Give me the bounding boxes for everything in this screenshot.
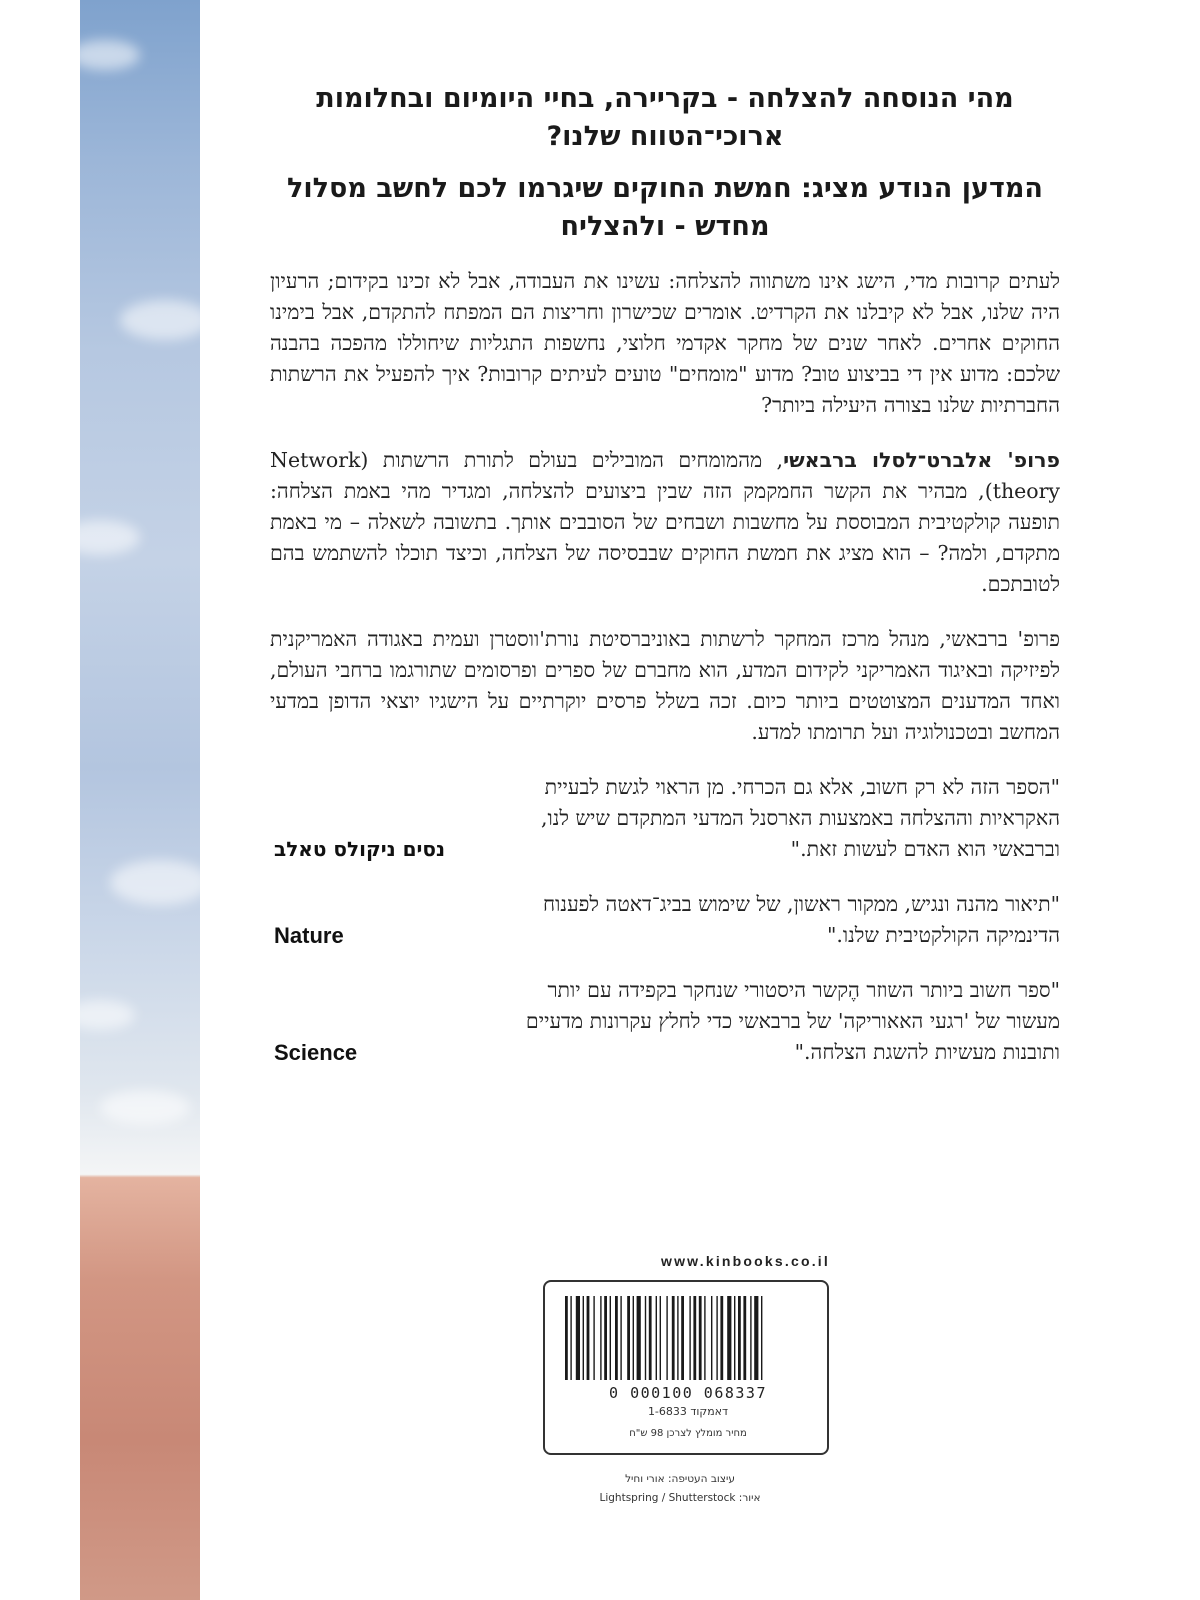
- barcode-bar: [593, 1296, 594, 1380]
- barcode-bar: [660, 1296, 661, 1380]
- barcode-bar: [645, 1296, 646, 1380]
- quote-line: האקראיות וההצלחה באמצעות הארסנל המדעי המתקדם שיש לנו,: [540, 806, 1060, 830]
- barcode-bar: [704, 1296, 705, 1380]
- barcode-icon: [559, 1296, 817, 1384]
- barcode-bar: [604, 1296, 607, 1380]
- quote-line: ותובנות מעשיות להשגת הצלחה.": [794, 1040, 1060, 1064]
- barcode-bar: [637, 1296, 641, 1380]
- barcode-bar: [681, 1296, 684, 1380]
- barcode-bar: [750, 1296, 751, 1380]
- cloud-shape: [80, 520, 140, 555]
- network-theory-term: Network theory: [270, 448, 1060, 503]
- author-intro-text-cont: ), מבהיר את הקשר החמקמק הזה שבין ביצועים להצלחה, ומגדיר מהי באמת הצלחה: תופעה קולקטיבית המבוססת על מחשבות ושבחים של הסובבים אותך. בתשובה לשאלה – מי באמת מתקדם, ולמה? – הוא מציג את חמשת החוקים שבבסיסה של הצלחה, וכיצד תוכלו להשתמש בהם לטובתכם.: [270, 479, 1060, 596]
- barcode-bar: [587, 1296, 590, 1380]
- quote-source: נסים ניקולס טאלב: [274, 837, 446, 861]
- catalog-number: דאמקוד 1-6833: [647, 1405, 729, 1418]
- barcode-bar: [666, 1296, 667, 1380]
- barcode-bar: [754, 1296, 758, 1380]
- quote-nature: [270, 889, 1060, 951]
- barcode-bar: [627, 1296, 630, 1380]
- barcode-number: 0 000100 068337: [609, 1384, 767, 1402]
- quote-science: [270, 975, 1060, 1068]
- author-intro-text: , מהמומחים המובילים בעולם לתורת הרשתות (: [360, 448, 784, 472]
- barcode-bar: [600, 1296, 601, 1380]
- blurb-section: [270, 266, 1060, 748]
- quote-line: הדינמיקה הקולקטיבית שלנו.": [826, 923, 1060, 947]
- barcode-bar: [720, 1296, 723, 1380]
- barcode-bar: [576, 1296, 580, 1380]
- barcode-bar: [699, 1296, 702, 1380]
- barcode-bar: [693, 1296, 696, 1380]
- author-name: פרופ' אלברט־לסלו ברבאשי: [783, 448, 1061, 472]
- barcode-bar: [711, 1296, 712, 1380]
- barcode-bar: [656, 1296, 657, 1380]
- barcode-bar: [565, 1296, 568, 1380]
- barcode-bar: [615, 1296, 618, 1380]
- barcode-bar: [583, 1296, 584, 1380]
- quote-line: "ספר חשוב ביותר השוזר הֶקשר היסטורי שנחקר בקפידה עם יותר: [547, 978, 1060, 1002]
- barcode-box: [543, 1280, 829, 1455]
- cover-side-image: [80, 0, 200, 1600]
- recommended-price: מחיר מומלץ לצרכן 98 ש"ח: [629, 1428, 747, 1439]
- barcode-bar: [727, 1296, 731, 1380]
- cloud-shape: [80, 1000, 135, 1030]
- cloud-shape: [80, 40, 140, 70]
- barcode-bar: [620, 1296, 621, 1380]
- quote-source: Science: [274, 1040, 358, 1065]
- barcode-bar: [734, 1296, 735, 1380]
- back-cover-text: [270, 80, 1060, 1068]
- quote-source: Nature: [274, 923, 344, 948]
- cloud-shape: [110, 860, 200, 905]
- barcode-bar: [649, 1296, 652, 1380]
- barcode-bar: [761, 1296, 762, 1380]
- illustration-credit: איור: Lightspring / Shutterstock: [599, 1492, 761, 1504]
- barcode-bar: [672, 1296, 675, 1380]
- author-bio-paragraph: פרופ' ברבאשי, מנהל מרכז המחקר לרשתות באוניברסיטת נורת'ווסטרן ועמית באגודה האמריקנית לפיזיקה ובאיגוד האמריקני לקידום המדע, הוא מחברם של ספרים ופרסומים שתורגמו ברחבי העולם, ואחד המדענים המצוטטים ביותר כיום. זכה בשלל פרסים יוקרתיים על הישגיו יוצאי הדופן במדעי המחשב ובטכנולוגיה ועל תרומתו למדע.: [270, 627, 1060, 744]
- quote-line: וברבאשי הוא האדם לעשות זאת.": [790, 837, 1060, 861]
- barcode-bar: [633, 1296, 634, 1380]
- barcode-bar: [570, 1296, 571, 1380]
- barcode-bar: [716, 1296, 717, 1380]
- barcode-bar: [610, 1296, 611, 1380]
- quote-taleb: [270, 772, 1060, 865]
- quote-line: "תיאור מהנה ונגיש, ממקור ראשון, של שימוש בביג־דאטה לפענוח: [543, 892, 1060, 916]
- author-intro-paragraph: [270, 445, 1060, 600]
- publisher-website[interactable]: www.kinbooks.co.il: [661, 1253, 830, 1269]
- barcode-bar: [738, 1296, 741, 1380]
- barcode-bar: [677, 1296, 678, 1380]
- barcode-bar: [743, 1296, 746, 1380]
- headline-question: מהי הנוסחה להצלחה - בקריירה, בחיי היומיום ובחלומות ארוכי־הטווח שלנו?: [316, 83, 1014, 152]
- quote-line: מעשור של 'רגעי האאוריקה' של ברבאשי כדי לחלץ עקרונות מדעיים: [525, 1009, 1060, 1033]
- headline-subtitle: המדען הנודע מציג: חמשת החוקים שיגרמו לכם לחשב מסלול מחדש - ולהצליח: [287, 173, 1043, 242]
- barcode-bar: [689, 1296, 690, 1380]
- cloud-shape: [120, 300, 200, 340]
- cover-design-credit: עיצוב העטיפה: אורי וחיל: [625, 1473, 735, 1485]
- quote-line: "הספר הזה לא רק חשוב, אלא גם הכרחי. מן הראוי לגשת לבעיית: [544, 775, 1060, 799]
- blurb-paragraph: לעתים קרובות מדי, הישג אינו משתווה להצלחה: עשינו את העבודה, אבל לא זכינו בקידום; הרעיון היה שלנו, אבל לא קיבלנו את הקרדיט. אומרים שכישרון וחריצות הם המפתח להתקדם, אבל בימינו החוקים אחרים. לאחר שנים של מחקר אקדמי חלוצי, נחשפות התגליות שיחוללו מהפכה בהבנה שלכם: מדוע אין די בביצוע טוב? מדוע "מומחים" טועים לעיתים קרובות? איך להפעיל את הרשתות החברתיות שלנו בצורה היעילה ביותר?: [270, 269, 1060, 417]
- cloud-shape: [100, 1090, 190, 1125]
